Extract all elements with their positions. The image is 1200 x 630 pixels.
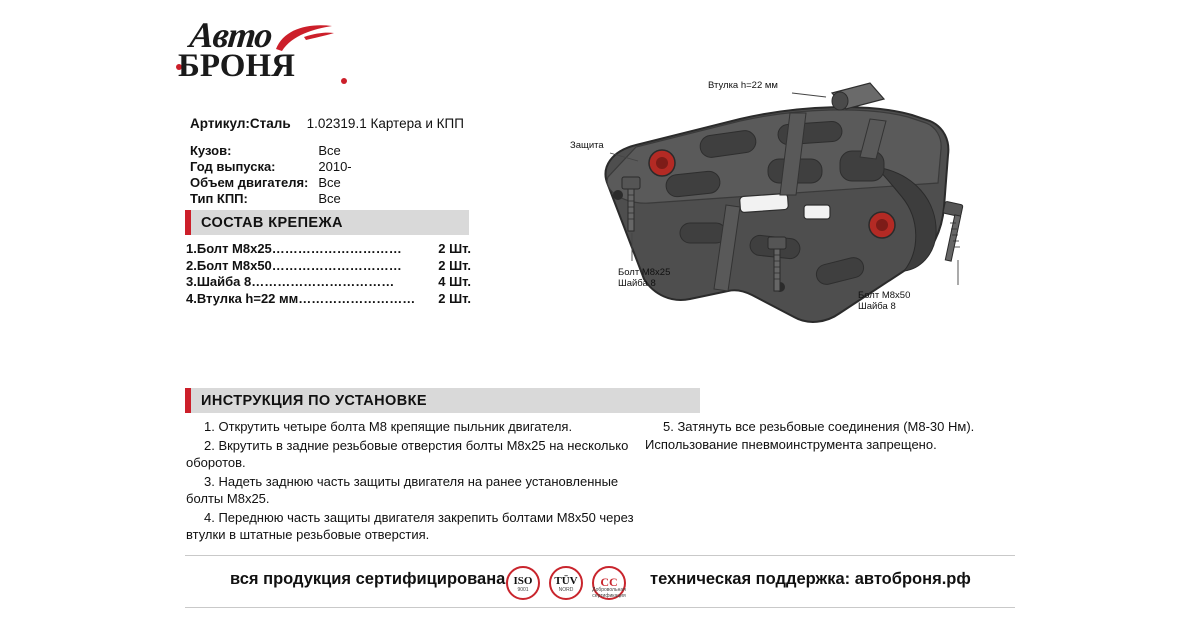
fastener-index: 1.	[186, 241, 197, 256]
instruction-column-right	[645, 418, 1045, 454]
table-row	[190, 191, 352, 207]
instruction-title: ИНСТРУКЦИЯ ПО УСТАНОВКЕ	[201, 392, 427, 409]
leader-dots: ………………………	[298, 290, 416, 306]
instruction-column-left	[186, 418, 646, 545]
label-shield: Защита	[570, 140, 604, 151]
table-row	[190, 143, 352, 159]
fastener-qty: 4 Шт.	[438, 274, 471, 289]
tuv-cert-label: TÜV	[554, 575, 578, 587]
article-label: Артикул:Сталь	[190, 116, 291, 131]
tuv-cert-sub: NORD	[558, 587, 574, 593]
instruction-section-header	[185, 388, 700, 413]
table-row	[190, 175, 352, 191]
leader-dots: …………………………	[271, 257, 402, 273]
label-bolt-left	[618, 267, 670, 289]
instruction-step-4: 4. Переднюю часть защиты двигателя закрепить болтами М8х50 через втулки в штатные резьбовые отверстия.	[186, 509, 634, 542]
tuv-cert-icon	[549, 566, 583, 600]
instruction-step-3: 3. Надеть заднюю часть защиты двигателя на ранее установленные болты М8х25.	[186, 473, 619, 506]
gost-cert-icon	[592, 566, 626, 600]
label-bolt-right	[858, 290, 910, 312]
article-value: 1.02319.1 Картера и КПП	[306, 116, 464, 131]
instruction-step-5: 5. Затянуть все резьбовые соединения (М8-30 Нм). Использование пневмоинструмента запрещено.	[645, 419, 975, 452]
product-diagram	[540, 55, 1060, 345]
list-item	[186, 258, 471, 275]
label-bolt-left-line2: Шайба 8	[618, 278, 656, 289]
fastener-name: Болт М8х25	[196, 241, 272, 256]
instruction-step-1: 1. Открутить четыре болта М8 крепящие пыльник двигателя.	[204, 419, 573, 434]
spec-label-body: Кузов:	[190, 143, 232, 158]
fasteners-list	[186, 241, 471, 307]
label-bushing: Втулка h=22 мм	[708, 80, 778, 91]
fastener-qty: 2 Шт.	[438, 241, 471, 256]
gost-cert-sub: Добровольная сертификация	[592, 587, 626, 599]
label-bolt-right-line2: Шайба 8	[858, 301, 896, 312]
fastener-name: Втулка h=22 мм	[196, 290, 299, 306]
spec-label-engine: Объем двигателя:	[190, 175, 309, 190]
fastener-name: Шайба 8	[196, 274, 252, 289]
spec-value-body: Все	[318, 143, 341, 158]
logo-word-bronya: БРОНЯ	[178, 48, 295, 84]
iso-cert-sub: 9001	[517, 587, 529, 593]
fastener-name: Болт М8х50	[196, 257, 272, 273]
leader-dots: …………………………	[271, 241, 402, 256]
fastener-index: 4.	[186, 290, 197, 306]
label-bolt-right-line1: Болт М8х50	[858, 290, 911, 301]
table-row	[190, 159, 352, 175]
leader-line-bushing	[792, 93, 826, 97]
footer-divider-bottom	[185, 607, 1015, 608]
vehicle-spec-table	[190, 143, 352, 207]
spec-value-engine: Все	[318, 175, 341, 190]
article-line	[190, 116, 464, 131]
footer-certified-text: вся продукция сертифицирована	[230, 570, 506, 588]
gost-cert-label: СС	[600, 575, 618, 589]
fastener-qty: 2 Шт.	[438, 290, 471, 306]
bolt-icon-right	[943, 201, 963, 261]
list-item	[186, 291, 471, 308]
fasteners-section-header	[185, 210, 469, 235]
logo-word-auto: Авто	[187, 15, 274, 55]
skid-plate-illustration	[540, 55, 1060, 345]
logo-dot-right-icon	[341, 78, 347, 84]
bushing-part	[832, 83, 884, 110]
iso-cert-label: ISO	[513, 575, 533, 587]
leader-dots: ……………………………	[251, 274, 395, 289]
spec-label-transmission: Тип КПП:	[190, 191, 248, 206]
spec-value-transmission: Все	[318, 191, 341, 206]
fasteners-title: СОСТАВ КРЕПЕЖА	[201, 214, 343, 231]
footer-divider-top	[185, 555, 1015, 556]
fastener-index: 3.	[186, 274, 197, 289]
fastener-qty: 2 Шт.	[438, 257, 471, 273]
spec-value-year: 2010-	[318, 159, 352, 174]
list-item	[186, 274, 471, 291]
list-item	[186, 241, 471, 258]
brand-logo	[178, 14, 348, 84]
iso-cert-icon	[506, 566, 540, 600]
spec-label-year: Год выпуска:	[190, 159, 276, 174]
footer-support-text: техническая поддержка: автоброня.рф	[650, 570, 971, 588]
label-bolt-left-line1: Болт М8х25	[618, 267, 671, 278]
fastener-index: 2.	[186, 257, 197, 273]
instruction-step-2: 2. Вкрутить в задние резьбовые отверстия болты М8х25 на несколько оборотов.	[186, 437, 629, 470]
